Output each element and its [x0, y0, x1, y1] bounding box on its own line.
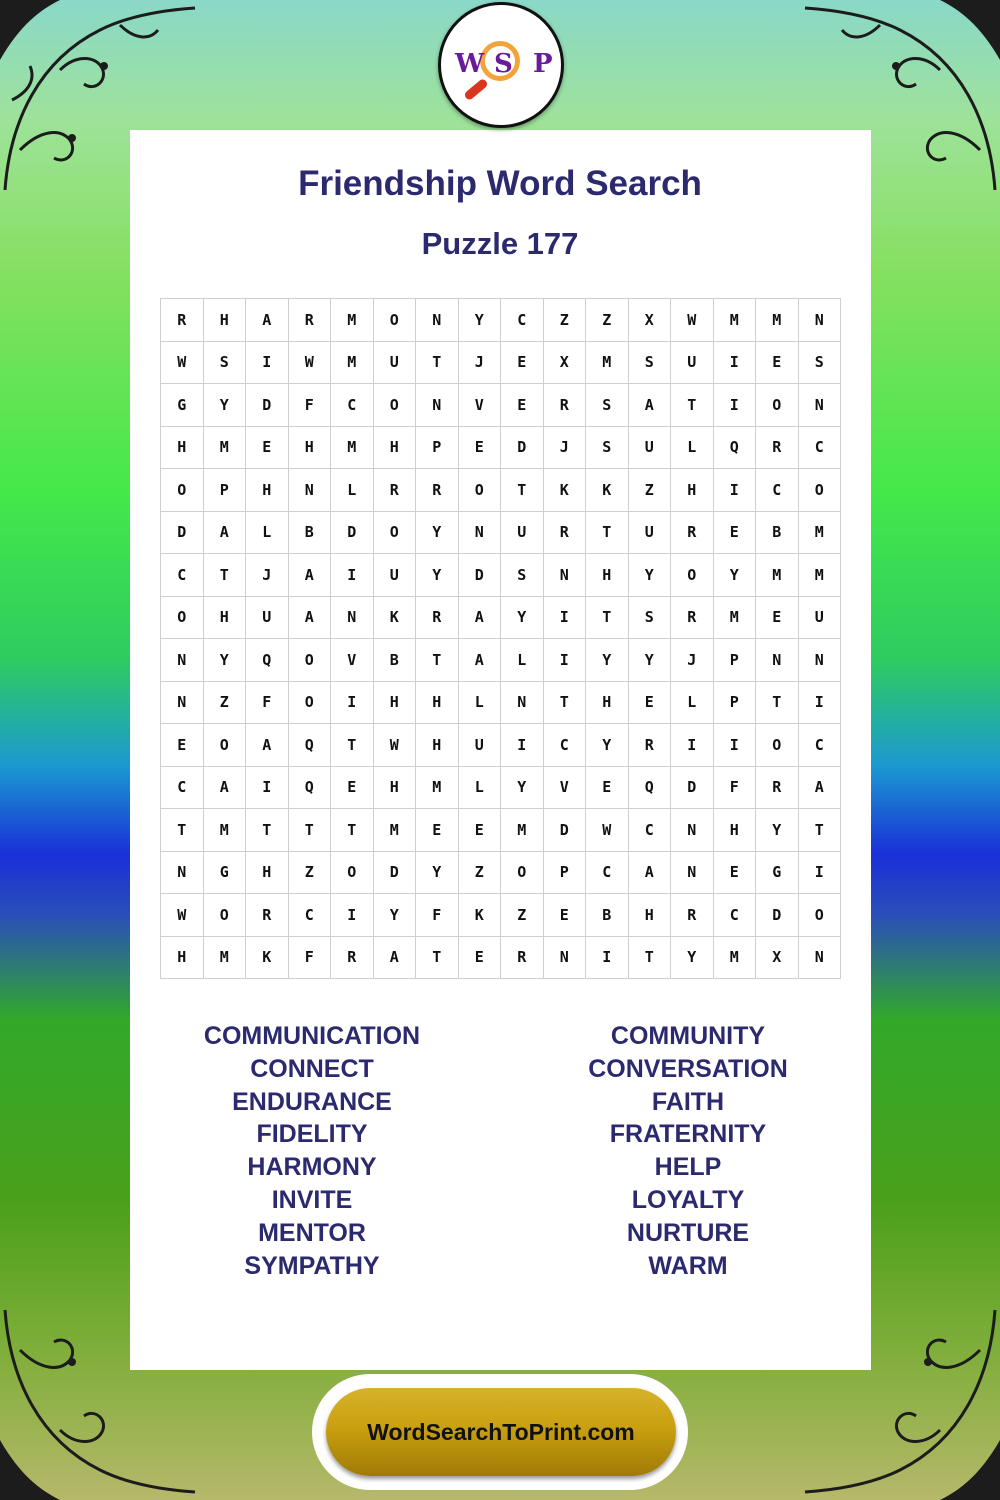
grid-cell[interactable]: I [713, 469, 756, 512]
grid-cell[interactable]: O [756, 724, 799, 767]
word-item: WARM [648, 1251, 728, 1280]
grid-cell[interactable]: E [756, 341, 799, 384]
grid-cell[interactable]: M [416, 766, 459, 809]
grid-cell[interactable]: T [586, 511, 629, 554]
grid-cell[interactable]: U [798, 596, 841, 639]
grid-cell[interactable]: F [288, 936, 331, 979]
grid-cell[interactable]: V [458, 384, 501, 427]
grid-cell[interactable]: R [628, 724, 671, 767]
grid-cell[interactable]: E [586, 766, 629, 809]
grid-cell[interactable]: Y [713, 554, 756, 597]
grid-cell[interactable]: R [756, 766, 799, 809]
word-item: FAITH [651, 1087, 725, 1116]
grid-cell[interactable]: M [756, 299, 799, 342]
grid-cell[interactable]: H [246, 851, 289, 894]
grid-cell[interactable]: C [161, 554, 204, 597]
grid-cell[interactable]: P [416, 426, 459, 469]
grid-cell[interactable]: T [798, 809, 841, 852]
word-item: HARMONY [247, 1153, 377, 1182]
grid-cell[interactable]: N [331, 596, 374, 639]
grid-cell[interactable]: E [501, 341, 544, 384]
grid-cell[interactable]: T [671, 384, 714, 427]
grid-cell[interactable]: O [671, 554, 714, 597]
grid-row [161, 724, 841, 767]
grid-cell[interactable]: C [713, 894, 756, 937]
grid-cell[interactable]: I [713, 341, 756, 384]
grid-cell[interactable]: H [288, 426, 331, 469]
grid-cell[interactable]: E [458, 426, 501, 469]
grid-cell[interactable]: F [416, 894, 459, 937]
grid-cell[interactable]: W [161, 341, 204, 384]
grid-cell[interactable]: F [713, 766, 756, 809]
grid-cell[interactable]: M [713, 936, 756, 979]
grid-cell[interactable]: E [713, 511, 756, 554]
grid-cell[interactable]: O [798, 469, 841, 512]
grid-cell[interactable]: A [798, 766, 841, 809]
grid-cell[interactable]: N [458, 511, 501, 554]
grid-cell[interactable]: T [756, 681, 799, 724]
grid-cell[interactable]: Y [501, 596, 544, 639]
grid-cell[interactable]: Y [416, 851, 459, 894]
grid-row [161, 766, 841, 809]
grid-cell[interactable]: H [203, 299, 246, 342]
word-item: CONVERSATION [588, 1054, 788, 1083]
grid-cell[interactable]: Y [671, 936, 714, 979]
grid-cell[interactable]: O [458, 469, 501, 512]
grid-cell[interactable]: K [543, 469, 586, 512]
grid-cell[interactable]: N [798, 639, 841, 682]
grid-cell[interactable]: C [288, 894, 331, 937]
grid-cell[interactable]: R [671, 596, 714, 639]
grid-row [161, 809, 841, 852]
grid-cell[interactable]: R [671, 511, 714, 554]
grid-cell[interactable]: M [331, 341, 374, 384]
grid-cell[interactable]: R [288, 299, 331, 342]
grid-cell[interactable]: B [586, 894, 629, 937]
grid-row [161, 426, 841, 469]
grid-cell[interactable]: L [501, 639, 544, 682]
logo-letter-s: S [494, 49, 513, 79]
grid-cell[interactable]: A [628, 851, 671, 894]
grid-cell[interactable]: U [246, 596, 289, 639]
grid-cell[interactable]: T [161, 809, 204, 852]
grid-cell[interactable]: I [798, 851, 841, 894]
grid-cell[interactable]: B [373, 639, 416, 682]
grid-cell[interactable]: O [373, 299, 416, 342]
grid-cell[interactable]: V [543, 766, 586, 809]
grid-cell[interactable]: C [161, 766, 204, 809]
grid-cell[interactable]: Q [246, 639, 289, 682]
grid-cell[interactable]: Y [416, 511, 459, 554]
grid-cell[interactable]: Y [416, 554, 459, 597]
grid-cell[interactable]: A [203, 766, 246, 809]
grid-cell[interactable]: Z [458, 851, 501, 894]
grid-cell[interactable]: Q [628, 766, 671, 809]
grid-cell[interactable]: A [458, 639, 501, 682]
grid-cell[interactable]: Q [288, 724, 331, 767]
grid-cell[interactable]: A [288, 596, 331, 639]
grid-cell[interactable]: M [798, 511, 841, 554]
grid-cell[interactable]: Z [543, 299, 586, 342]
grid-cell[interactable]: A [203, 511, 246, 554]
grid-cell[interactable]: Y [203, 384, 246, 427]
grid-cell[interactable]: R [543, 384, 586, 427]
grid-cell[interactable]: S [586, 426, 629, 469]
grid-cell[interactable]: C [543, 724, 586, 767]
grid-cell[interactable]: S [203, 341, 246, 384]
grid-cell[interactable]: D [756, 894, 799, 937]
grid-cell[interactable]: M [203, 936, 246, 979]
grid-cell[interactable]: I [331, 554, 374, 597]
grid-cell[interactable]: C [798, 724, 841, 767]
grid-cell[interactable]: E [458, 936, 501, 979]
grid-cell[interactable]: Y [203, 639, 246, 682]
grid-cell[interactable]: C [501, 299, 544, 342]
grid-cell[interactable]: R [373, 469, 416, 512]
grid-cell[interactable]: U [671, 341, 714, 384]
grid-cell[interactable]: M [331, 426, 374, 469]
grid-cell[interactable]: W [671, 299, 714, 342]
grid-cell[interactable]: H [373, 681, 416, 724]
word-item: FRATERNITY [609, 1120, 767, 1149]
grid-cell[interactable]: O [373, 511, 416, 554]
grid-cell[interactable]: N [416, 299, 459, 342]
grid-cell[interactable]: N [798, 299, 841, 342]
grid-cell[interactable]: I [331, 681, 374, 724]
grid-cell[interactable]: O [798, 894, 841, 937]
grid-cell[interactable]: N [161, 639, 204, 682]
grid-cell[interactable]: I [246, 341, 289, 384]
word-item: FIDELITY [256, 1120, 368, 1149]
word-item: LOYALTY [631, 1185, 745, 1214]
grid-cell[interactable]: J [671, 639, 714, 682]
grid-cell[interactable]: W [586, 809, 629, 852]
grid-cell[interactable]: O [331, 851, 374, 894]
grid-cell[interactable]: Y [628, 554, 671, 597]
grid-cell[interactable]: F [288, 384, 331, 427]
grid-cell[interactable]: D [331, 511, 374, 554]
grid-cell[interactable]: Z [628, 469, 671, 512]
grid-cell[interactable]: E [161, 724, 204, 767]
grid-cell[interactable]: S [798, 341, 841, 384]
grid-cell[interactable]: M [373, 809, 416, 852]
grid-row [161, 384, 841, 427]
grid-cell[interactable]: B [288, 511, 331, 554]
grid-cell[interactable]: I [798, 681, 841, 724]
grid-cell[interactable]: I [713, 724, 756, 767]
grid-cell[interactable]: Y [586, 724, 629, 767]
word-item: NURTURE [626, 1218, 750, 1247]
word-item: SYMPATHY [244, 1251, 380, 1280]
grid-row [161, 851, 841, 894]
grid-cell[interactable]: K [458, 894, 501, 937]
grid-cell[interactable]: Q [288, 766, 331, 809]
grid-cell[interactable]: Y [756, 809, 799, 852]
word-list-left [142, 1020, 482, 1282]
grid-cell[interactable]: P [203, 469, 246, 512]
grid-cell[interactable]: D [501, 426, 544, 469]
grid-cell[interactable]: S [628, 341, 671, 384]
grid-cell[interactable]: R [501, 936, 544, 979]
grid-cell[interactable]: Z [203, 681, 246, 724]
grid-cell[interactable]: T [628, 936, 671, 979]
grid-cell[interactable]: I [331, 894, 374, 937]
grid-row [161, 596, 841, 639]
grid-cell[interactable]: T [501, 469, 544, 512]
site-link-button[interactable]: WordSearchToPrint.com [326, 1388, 676, 1476]
grid-cell[interactable]: D [543, 809, 586, 852]
grid-cell[interactable]: X [628, 299, 671, 342]
word-item: MENTOR [258, 1218, 366, 1247]
word-list-right [518, 1020, 858, 1282]
grid-cell[interactable]: G [161, 384, 204, 427]
grid-cell[interactable]: T [331, 809, 374, 852]
grid-row [161, 639, 841, 682]
grid-cell[interactable]: E [501, 384, 544, 427]
grid-cell[interactable]: O [288, 639, 331, 682]
grid-cell[interactable]: T [331, 724, 374, 767]
grid-cell[interactable]: T [586, 596, 629, 639]
grid-cell[interactable]: T [203, 554, 246, 597]
grid-cell[interactable]: J [246, 554, 289, 597]
wsp-logo[interactable] [438, 2, 564, 128]
grid-cell[interactable]: S [501, 554, 544, 597]
grid-cell[interactable]: K [373, 596, 416, 639]
grid-cell[interactable]: R [756, 426, 799, 469]
grid-cell[interactable]: Z [586, 299, 629, 342]
grid-cell[interactable]: Y [628, 639, 671, 682]
grid-cell[interactable]: A [246, 299, 289, 342]
grid-cell[interactable]: M [756, 554, 799, 597]
word-item: COMMUNICATION [203, 1022, 421, 1050]
grid-cell[interactable]: R [331, 936, 374, 979]
grid-cell[interactable]: L [671, 681, 714, 724]
grid-cell[interactable]: T [416, 341, 459, 384]
grid-cell[interactable]: W [288, 341, 331, 384]
grid-cell[interactable]: H [586, 681, 629, 724]
word-item: CONNECT [250, 1054, 374, 1083]
grid-cell[interactable]: N [798, 936, 841, 979]
grid-cell[interactable]: X [756, 936, 799, 979]
grid-cell[interactable]: N [161, 851, 204, 894]
grid-cell[interactable]: G [203, 851, 246, 894]
grid-cell[interactable]: E [458, 809, 501, 852]
grid-cell[interactable]: U [373, 341, 416, 384]
grid-cell[interactable]: C [331, 384, 374, 427]
grid-cell[interactable]: B [756, 511, 799, 554]
grid-cell[interactable]: L [671, 426, 714, 469]
grid-cell[interactable]: U [373, 554, 416, 597]
grid-cell[interactable]: T [416, 936, 459, 979]
grid-row [161, 681, 841, 724]
grid-cell[interactable]: K [586, 469, 629, 512]
grid-cell[interactable]: U [501, 511, 544, 554]
puzzle-number: Puzzle 177 [421, 226, 579, 261]
grid-cell[interactable]: U [628, 426, 671, 469]
grid-cell[interactable]: R [246, 894, 289, 937]
grid-cell[interactable]: I [246, 766, 289, 809]
grid-cell[interactable]: P [713, 681, 756, 724]
grid-cell[interactable]: D [671, 766, 714, 809]
grid-cell[interactable]: D [246, 384, 289, 427]
grid-cell[interactable]: R [671, 894, 714, 937]
grid-cell[interactable]: D [161, 511, 204, 554]
grid-cell[interactable]: P [713, 639, 756, 682]
grid-cell[interactable]: O [501, 851, 544, 894]
grid-cell[interactable]: Z [501, 894, 544, 937]
grid-cell[interactable]: E [713, 851, 756, 894]
grid-row [161, 341, 841, 384]
grid-cell[interactable]: I [586, 936, 629, 979]
grid-cell[interactable]: W [373, 724, 416, 767]
grid-cell[interactable]: T [288, 809, 331, 852]
word-item: ENDURANCE [232, 1087, 392, 1116]
grid-cell[interactable]: Y [501, 766, 544, 809]
grid-cell[interactable]: M [586, 341, 629, 384]
grid-cell[interactable]: A [628, 384, 671, 427]
grid-cell[interactable]: O [161, 596, 204, 639]
grid-cell[interactable]: O [161, 469, 204, 512]
grid-cell[interactable]: C [756, 469, 799, 512]
grid-cell[interactable]: W [161, 894, 204, 937]
grid-cell[interactable]: O [203, 894, 246, 937]
grid-cell[interactable]: A [246, 724, 289, 767]
grid-cell[interactable]: L [458, 681, 501, 724]
logo-letter-w: W [455, 49, 485, 79]
page-title: Friendship Word Search [298, 164, 702, 203]
grid-row [161, 511, 841, 554]
grid-cell[interactable]: O [288, 681, 331, 724]
grid-cell[interactable]: H [713, 809, 756, 852]
grid-cell[interactable]: M [331, 299, 374, 342]
grid-cell[interactable]: L [458, 766, 501, 809]
grid-cell[interactable]: O [203, 724, 246, 767]
grid-cell[interactable]: M [501, 809, 544, 852]
grid-cell[interactable]: R [161, 299, 204, 342]
grid-cell[interactable]: C [628, 809, 671, 852]
grid-cell[interactable]: G [756, 851, 799, 894]
grid-cell[interactable]: J [458, 341, 501, 384]
grid-cell[interactable]: S [628, 596, 671, 639]
grid-cell[interactable]: Y [458, 299, 501, 342]
logo-letter-p: P [533, 49, 553, 79]
grid-cell[interactable]: Z [288, 851, 331, 894]
grid-cell[interactable]: M [713, 299, 756, 342]
grid-cell[interactable]: I [501, 724, 544, 767]
grid-cell[interactable]: I [543, 639, 586, 682]
grid-cell[interactable]: J [543, 426, 586, 469]
grid-cell[interactable]: N [756, 639, 799, 682]
grid-cell[interactable]: M [713, 596, 756, 639]
grid-cell[interactable]: N [671, 851, 714, 894]
grid-cell[interactable]: E [331, 766, 374, 809]
grid-cell[interactable]: O [756, 384, 799, 427]
grid-cell[interactable]: A [458, 596, 501, 639]
grid-cell[interactable]: L [331, 469, 374, 512]
grid-cell[interactable]: N [416, 384, 459, 427]
grid-cell[interactable]: M [798, 554, 841, 597]
grid-cell[interactable]: H [416, 681, 459, 724]
magnifier-handle [463, 78, 489, 102]
grid-cell[interactable]: N [671, 809, 714, 852]
grid-cell[interactable]: H [586, 554, 629, 597]
grid-cell[interactable]: N [798, 384, 841, 427]
grid-cell[interactable]: E [246, 426, 289, 469]
grid-row [161, 299, 841, 342]
letter-grid [160, 298, 841, 979]
grid-cell[interactable]: T [246, 809, 289, 852]
grid-cell[interactable]: M [203, 809, 246, 852]
word-item: COMMUNITY [610, 1022, 766, 1050]
grid-cell[interactable]: H [161, 936, 204, 979]
grid-cell[interactable]: X [543, 341, 586, 384]
grid-cell[interactable]: T [416, 639, 459, 682]
grid-row [161, 936, 841, 979]
grid-cell[interactable]: H [373, 426, 416, 469]
grid-cell[interactable]: I [713, 384, 756, 427]
grid-row [161, 469, 841, 512]
grid-cell[interactable]: M [203, 426, 246, 469]
grid-cell[interactable]: N [161, 681, 204, 724]
grid-cell[interactable]: E [543, 894, 586, 937]
grid-cell[interactable]: E [628, 681, 671, 724]
grid-cell[interactable]: A [373, 936, 416, 979]
grid-cell[interactable]: C [586, 851, 629, 894]
grid-cell[interactable]: T [543, 681, 586, 724]
grid-cell[interactable]: H [628, 894, 671, 937]
grid-cell[interactable]: I [671, 724, 714, 767]
grid-row [161, 554, 841, 597]
grid-cell[interactable]: K [246, 936, 289, 979]
grid-cell[interactable]: N [501, 681, 544, 724]
grid-cell[interactable]: R [543, 511, 586, 554]
grid-row [161, 894, 841, 937]
grid-cell[interactable]: E [756, 596, 799, 639]
grid-cell[interactable]: E [416, 809, 459, 852]
grid-cell[interactable]: Y [586, 639, 629, 682]
grid-cell[interactable]: H [416, 724, 459, 767]
grid-cell[interactable]: U [628, 511, 671, 554]
grid-cell[interactable]: L [246, 511, 289, 554]
grid-cell[interactable]: Q [713, 426, 756, 469]
grid-cell[interactable]: C [798, 426, 841, 469]
grid-cell[interactable]: H [203, 596, 246, 639]
grid-cell[interactable]: V [331, 639, 374, 682]
grid-cell[interactable]: D [458, 554, 501, 597]
grid-cell[interactable]: U [458, 724, 501, 767]
grid-cell[interactable]: I [543, 596, 586, 639]
grid-cell[interactable]: R [416, 469, 459, 512]
grid-cell[interactable]: N [288, 469, 331, 512]
grid-cell[interactable]: N [543, 554, 586, 597]
grid-cell[interactable]: O [373, 384, 416, 427]
grid-cell[interactable]: F [246, 681, 289, 724]
grid-cell[interactable]: H [161, 426, 204, 469]
word-item: HELP [654, 1153, 722, 1182]
grid-cell[interactable]: Y [373, 894, 416, 937]
word-item: INVITE [271, 1185, 353, 1214]
grid-cell[interactable]: R [416, 596, 459, 639]
grid-cell[interactable]: P [543, 851, 586, 894]
grid-cell[interactable]: H [671, 469, 714, 512]
grid-cell[interactable]: H [246, 469, 289, 512]
grid-cell[interactable]: D [373, 851, 416, 894]
grid-cell[interactable]: H [373, 766, 416, 809]
grid-cell[interactable]: N [543, 936, 586, 979]
grid-cell[interactable]: A [288, 554, 331, 597]
grid-cell[interactable]: S [586, 384, 629, 427]
